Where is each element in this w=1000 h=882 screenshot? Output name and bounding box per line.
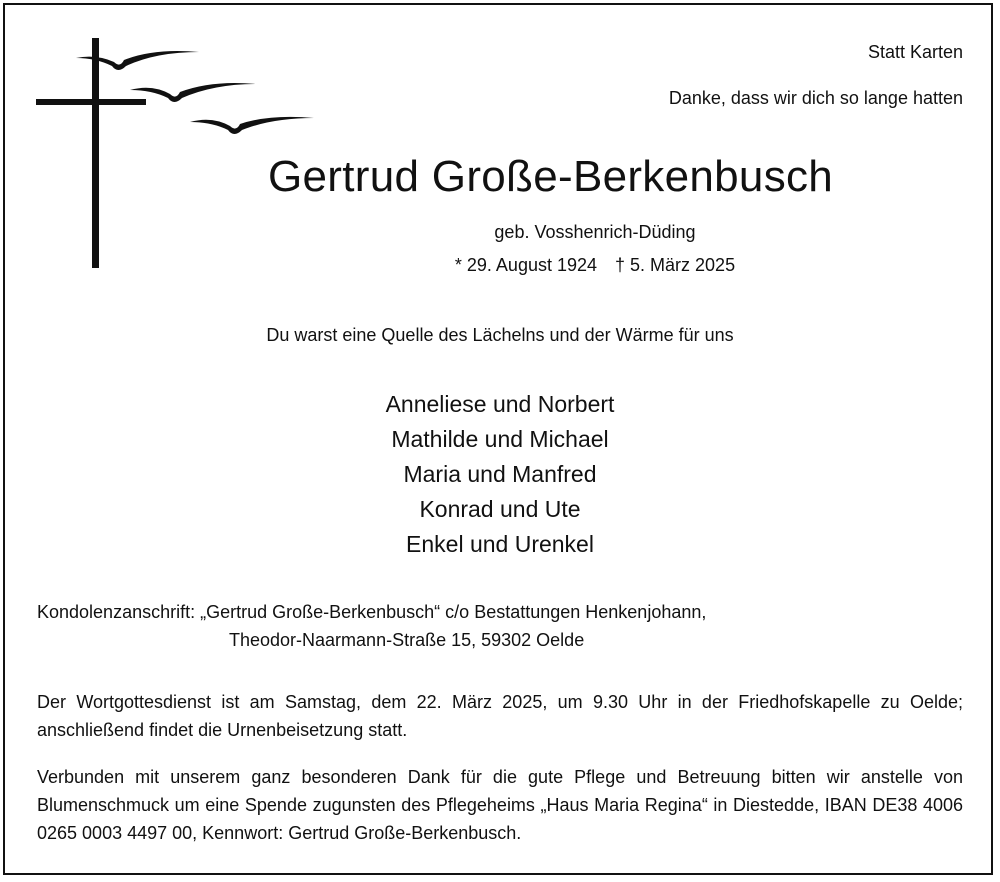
motto-line: Danke, dass wir dich so lange hatten <box>668 88 963 108</box>
death-date: † 5. März 2025 <box>615 255 736 275</box>
mourner-line: Mathilde und Michael <box>391 426 609 452</box>
service-paragraph: Der Wortgottesdienst ist am Samstag, dem 22. März 2025, um 9.30 Uhr in der Friedhofskapelle zu Oelde; anschließend findet die Urnenbeisetzung statt. <box>37 692 963 740</box>
deceased-name: Gertrud Große-Berkenbusch <box>268 152 834 201</box>
mourner-line: Enkel und Urenkel <box>406 531 594 557</box>
memorial-quote: Du warst eine Quelle des Lächelns und der Wärme für uns <box>266 325 734 345</box>
birth-date: * 29. August 1924 <box>454 255 598 275</box>
mourner-line: Maria und Manfred <box>403 461 597 487</box>
condolence-line-1: Kondolenzanschrift: „Gertrud Große-Berkenbusch“ c/o Bestattungen Henkenjohann, <box>37 602 707 622</box>
statt-karten-label: Statt Karten <box>867 42 963 62</box>
donation-paragraph: Verbunden mit unserem ganz besonderen Dank für die gute Pflege und Betreuung bitten wir anstelle von Blumenschmuck um eine Spende zugunsten des Pflegeheims „Haus Maria Regina“ in Diestedde, IBAN DE38 4006 0265 0003 4497 00, Kennwort: Gertrud Große-Berkenbusch. <box>37 767 963 843</box>
mourner-line: Konrad und Ute <box>419 496 581 522</box>
life-dates <box>0 255 1000 276</box>
mourners-list <box>0 387 1000 562</box>
condolence-address <box>37 598 706 654</box>
condolence-line-2: Theodor-Naarmann-Straße 15, 59302 Oelde <box>229 630 585 650</box>
mourner-line: Anneliese und Norbert <box>385 391 615 417</box>
birth-name: geb. Vosshenrich-Düding <box>494 222 696 242</box>
